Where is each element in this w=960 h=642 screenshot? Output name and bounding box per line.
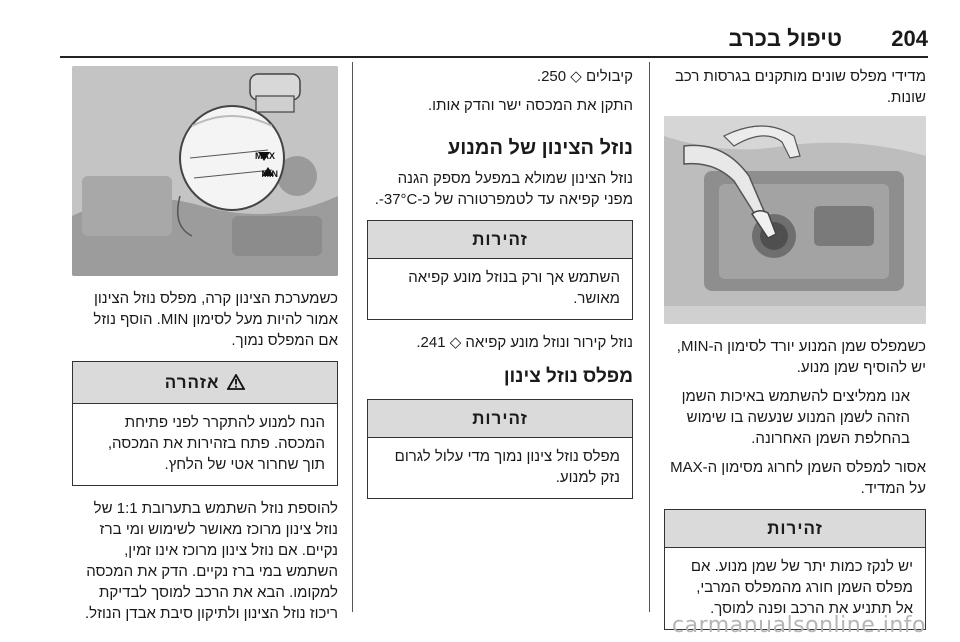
column-right xyxy=(664,66,926,642)
heading-engine-coolant: נוזל הצינון של המנוע xyxy=(447,137,633,159)
coolant-mix-paragraph: להוספת נוזל השתמש בתערובת 1:1 של נוזל צינון מרוכז מאושר לשימוש ומי ברז נקיים. אם נוזל צינון מרוכז אינו זמין, השתמש במי ברז נקיים. הדק את המכסה למקומו. הבא את הרכב למוסך לבדיקת ריכוז נוזל הצינון ולתיקון סיבת אבדן הנוזל. xyxy=(85,500,338,622)
section-title: טיפול בכרב xyxy=(728,26,842,51)
caution-title xyxy=(73,362,337,404)
notice-antifreeze xyxy=(367,220,633,320)
column-divider-right xyxy=(649,62,650,612)
notice-caution-hot xyxy=(72,361,338,486)
header-rule xyxy=(60,56,928,58)
oil-min-paragraph: כשמפלס שמן המנוע יורד לסימון ה-MIN, יש להוסיף שמן מנוע. xyxy=(676,338,926,376)
dipstick-intro: מדידי מפלס שונים מותקנים בגרסות רכב שונות. xyxy=(674,68,926,106)
oil-quality-paragraph: אנו ממליצים להשתמש באיכות השמן הזהה לשמן המנוע שנעשה בו שימוש בהחלפת השמן האחרונה. xyxy=(681,388,910,447)
notice-title: זהירות xyxy=(368,400,632,438)
install-cap-instruction: התקן את המכסה ישר והדק אותו. xyxy=(428,97,633,114)
notice-title: זהירות xyxy=(665,510,925,548)
caution-title-text: אזהרה xyxy=(164,373,220,392)
page-number: 204 xyxy=(891,26,928,51)
heading-coolant-level: מפלס נוזל צינון xyxy=(503,366,633,387)
notice-body: מפלס נוזל צינון נמוך מדי עלול לגרום נזק למנוע. xyxy=(394,448,620,486)
notice-body: יש לנקז כמות יתר של שמן מנוע. אם מפלס השמן חורג מהמפלס המרבי, אל תתניע את הרכב ופנה למוסך. xyxy=(690,558,913,617)
coolant-min-paragraph: כשמערכת הצינון קרה, מפלס נוזל הצינון אמור להיות מעל לסימון MIN. הוסף נוזל אם המפלס נמוך. xyxy=(93,290,338,349)
coolant-protection-paragraph: נוזל הצינון שמולא במפעל מספק הגנה מפני קפיאה עד לטמפרטורה של כ-37°C-. xyxy=(374,170,633,208)
dipstick-photo xyxy=(664,116,926,324)
column-divider-left xyxy=(352,62,353,612)
notice-title: זהירות xyxy=(368,221,632,259)
notice-oil-excess xyxy=(664,509,926,630)
notice-body: השתמש אך ורק בנוזל מונע קפיאה מאושר. xyxy=(408,269,620,307)
capacity-reference: קיבולים ◇ 250. xyxy=(536,68,633,85)
oil-max-paragraph: אסור למפלס השמן לחרוג מסימון ה-MAX על המדיד. xyxy=(670,459,926,497)
max-mark-label: MAX xyxy=(255,151,275,161)
coolant-reservoir-photo xyxy=(72,66,338,276)
column-left xyxy=(72,66,338,632)
min-mark-label: MIN xyxy=(261,169,278,179)
column-middle xyxy=(367,66,633,511)
page-header xyxy=(60,22,928,58)
antifreeze-reference: נוזל קירור ונוזל מונע קפיאה ◇ 241. xyxy=(416,334,633,351)
warning-triangle-icon xyxy=(227,374,245,390)
caution-body: הנח למנוע להתקרר לפני פתיחת המכסה. פתח בזהירות את המכסה, תוך שחרור אטי של הלחץ. xyxy=(107,414,325,473)
watermark: carmanualsonline.info xyxy=(672,613,926,638)
notice-coolant-low xyxy=(367,399,633,499)
